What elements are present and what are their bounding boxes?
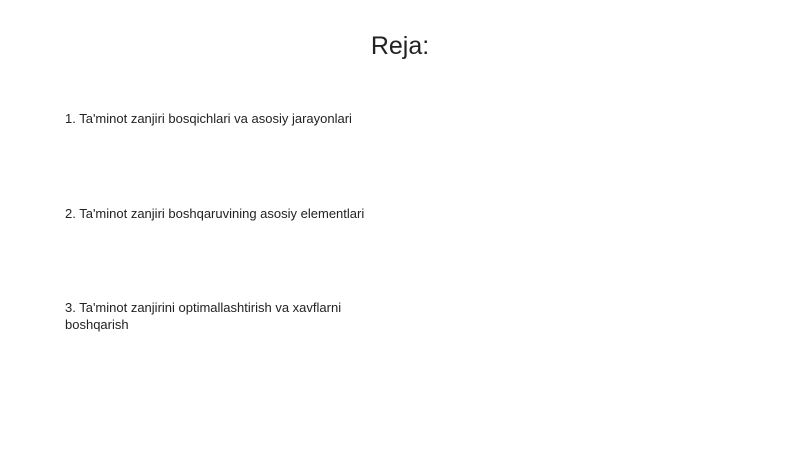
slide-title: Reja: <box>370 32 430 60</box>
plan-item-1: 1. Ta'minot zanjiri bosqichlari va asosiy jarayonlari <box>65 111 352 126</box>
plan-item-2: 2. Ta'minot zanjiri boshqaruvining asosiy elementlari <box>65 206 365 221</box>
plan-item-3: 3. Ta'minot zanjirini optimallashtirish va xavflarni boshqarish <box>65 300 342 332</box>
